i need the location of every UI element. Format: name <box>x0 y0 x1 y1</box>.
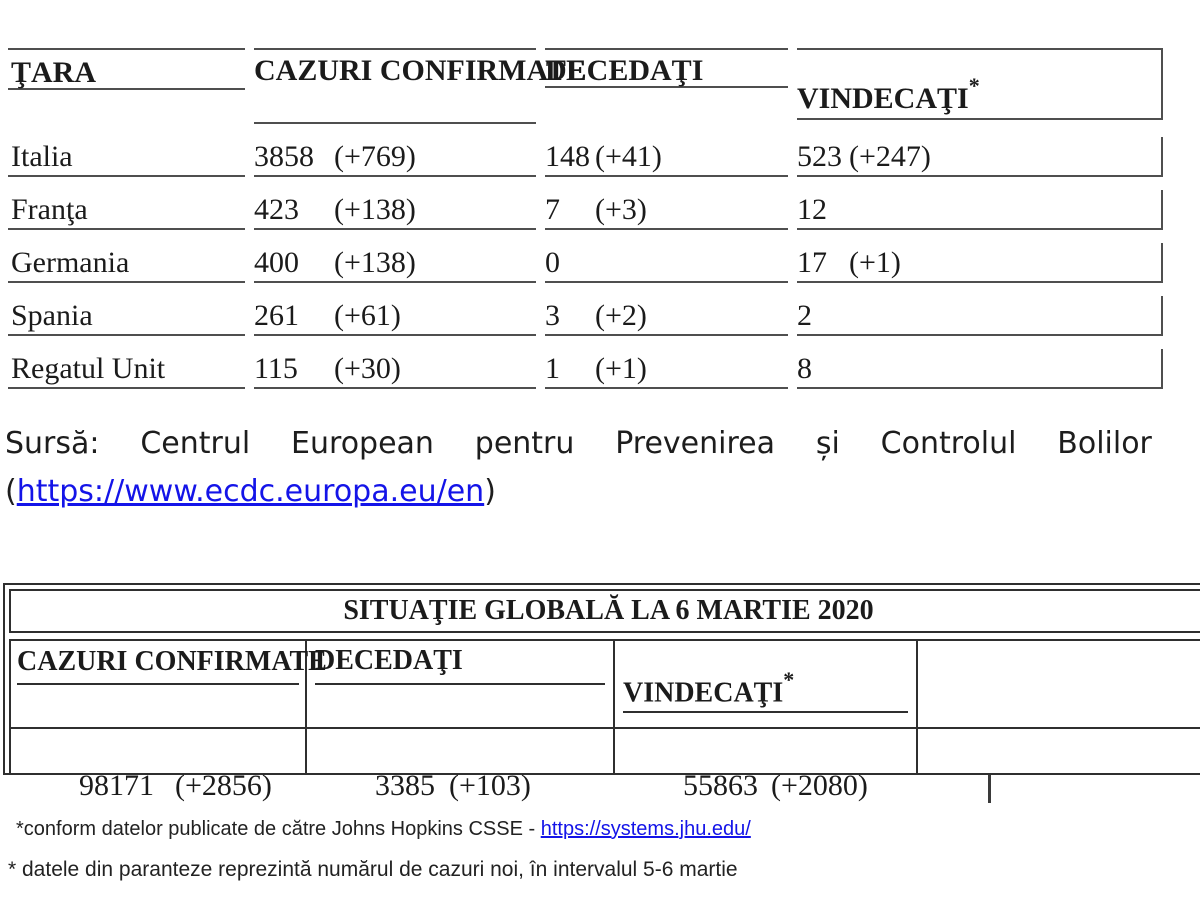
confirmed-cases-cell <box>254 296 536 336</box>
ecdc-link[interactable]: https://www.ecdc.europa.eu/en <box>16 474 485 509</box>
global-cases-header-label: CAZURI CONFIRMATE <box>17 645 299 685</box>
confirmed-cases-cell <box>254 137 536 177</box>
source-word: European <box>291 426 434 461</box>
deaths-cell <box>545 243 788 283</box>
country-cell <box>8 137 245 177</box>
recovered-value: 17 <box>797 246 827 279</box>
global-empty-header-cell <box>918 641 1200 729</box>
deaths-value: 1 <box>545 352 560 385</box>
cases-value: 3858 <box>254 140 314 173</box>
country-name: Regatul Unit <box>11 352 166 385</box>
cases-value: 400 <box>254 246 299 279</box>
country-cell <box>8 296 245 336</box>
global-deaths-cell <box>307 729 615 802</box>
global-recovered-cell <box>615 729 918 802</box>
global-title-label: SITUAŢIE GLOBALĂ LA 6 MARTIE 2020 <box>343 595 874 626</box>
global-table-grid <box>9 639 1200 802</box>
global-deaths-delta: (+103) <box>449 769 531 802</box>
close-paren: ) <box>484 474 496 509</box>
global-table <box>3 583 1200 802</box>
global-recovered-header-label: VINDECAŢI* <box>623 671 908 713</box>
deaths-value: 3 <box>545 299 560 332</box>
global-recovered-value: 55863 <box>683 769 758 802</box>
source-word: pentru <box>474 426 575 461</box>
cases-delta: (+138) <box>334 193 416 226</box>
deaths-value: 0 <box>545 246 560 279</box>
recovered-cell <box>797 349 1163 389</box>
source-word: Sursă: <box>5 426 100 461</box>
source-word: Prevenirea <box>615 426 776 461</box>
cases-delta: (+769) <box>334 140 416 173</box>
global-recovered-delta: (+2080) <box>771 769 868 802</box>
cases-delta: (+30) <box>334 352 401 385</box>
source-word: și <box>815 426 840 461</box>
country-header-label: ŢARA <box>11 56 97 89</box>
recovered-cell <box>797 190 1163 230</box>
global-cases-cell <box>11 729 307 802</box>
global-table-title <box>9 589 1200 633</box>
asterisk-superscript: * <box>783 667 795 692</box>
country-name: Italia <box>11 140 73 173</box>
cases-delta: (+61) <box>334 299 401 332</box>
deaths-delta: (+41) <box>595 140 662 173</box>
global-deaths-header <box>307 641 615 729</box>
asterisk-superscript: * <box>968 73 980 98</box>
recovered-column-header <box>797 48 1163 120</box>
cases-value: 261 <box>254 299 299 332</box>
footnote-parentheses <box>8 858 738 882</box>
country-cell <box>8 243 245 283</box>
cases-delta: (+138) <box>334 246 416 279</box>
deaths-column-header <box>545 48 788 88</box>
deaths-header-label: DECEDAŢI <box>545 54 704 87</box>
jhu-link[interactable]: https://systems.jhu.edu/ <box>540 818 751 840</box>
europe-table <box>8 48 1163 389</box>
country-cell <box>8 349 245 389</box>
cases-value: 423 <box>254 193 299 226</box>
deaths-delta: (+1) <box>595 352 647 385</box>
recovered-value: 2 <box>797 299 812 332</box>
country-column-header <box>8 48 245 90</box>
confirmed-cases-header-label: CAZURI CONFIRMATE <box>254 54 586 87</box>
confirmed-cases-cell <box>254 349 536 389</box>
source-link-line <box>5 474 1152 509</box>
text-cursor <box>988 775 991 803</box>
footnote-jhu-text: *conform datelor publicate de către Johns Hopkins CSSE - <box>16 818 541 840</box>
deaths-delta: (+3) <box>595 193 647 226</box>
deaths-cell <box>545 137 788 177</box>
country-cell <box>8 190 245 230</box>
confirmed-cases-cell <box>254 190 536 230</box>
recovered-delta: (+247) <box>849 140 931 173</box>
recovered-cell <box>797 243 1163 283</box>
country-name: Germania <box>11 246 130 279</box>
global-confirmed-cases-header <box>11 641 327 729</box>
source-word: Centrul <box>140 426 251 461</box>
country-name: Spania <box>11 299 93 332</box>
recovered-cell <box>797 296 1163 336</box>
source-word: Controlul <box>880 426 1017 461</box>
global-cases-value: 98171 <box>79 769 154 802</box>
recovered-header-label: VINDECAŢI <box>797 82 969 115</box>
footnote-jhu <box>16 818 751 841</box>
deaths-cell <box>545 349 788 389</box>
recovered-value: 8 <box>797 352 812 385</box>
deaths-value: 148 <box>545 140 590 173</box>
deaths-delta: (+2) <box>595 299 647 332</box>
source-text-line <box>5 426 1152 461</box>
global-deaths-value: 3385 <box>375 769 435 802</box>
footnote-parentheses-text: * datele din paranteze reprezintă numărul de cazuri noi, în intervalul 5-6 martie <box>8 858 738 881</box>
cases-value: 115 <box>254 352 298 385</box>
source-paragraph <box>5 426 1152 509</box>
recovered-cell <box>797 137 1163 177</box>
recovered-value: 12 <box>797 193 827 226</box>
deaths-value: 7 <box>545 193 560 226</box>
deaths-cell <box>545 296 788 336</box>
source-word: Bolilor <box>1057 426 1152 461</box>
confirmed-cases-cell <box>254 243 536 283</box>
global-deaths-header-label: DECEDAŢI <box>315 645 605 685</box>
deaths-cell <box>545 190 788 230</box>
open-paren: ( <box>5 474 17 509</box>
global-empty-cell[interactable] <box>918 729 1200 773</box>
confirmed-cases-column-header <box>254 48 586 124</box>
recovered-value: 523 <box>797 140 842 173</box>
global-cases-delta: (+2856) <box>175 769 272 802</box>
global-recovered-header <box>615 641 918 729</box>
recovered-delta: (+1) <box>849 246 901 279</box>
country-name: Franţa <box>11 193 88 226</box>
